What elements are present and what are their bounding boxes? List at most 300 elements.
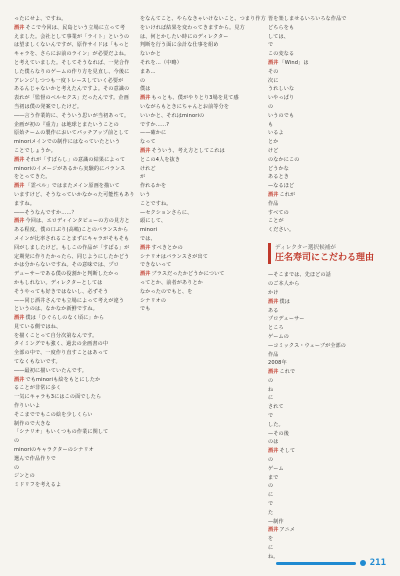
text-line [14, 368, 126, 374]
body-text: 企画が初の『重力』は地球とまたいうことの [14, 121, 119, 128]
text-line [268, 272, 386, 278]
body-text: minoriのイメージがあるから実験的にバランス [14, 165, 126, 172]
body-text: 制作ので大きな [14, 420, 51, 427]
body-text: のは [268, 439, 279, 446]
body-text: いながらもときにちゃんとお前等分を [140, 103, 230, 110]
body-text: ますね。 [14, 200, 35, 207]
body-text: その [268, 68, 279, 75]
text-line [14, 183, 126, 189]
text-line [268, 519, 386, 525]
body-text: この変なる [268, 51, 295, 58]
body-text: なって [140, 139, 156, 146]
body-text: ゲームの [268, 333, 289, 340]
body-text: 表れが「監督のベルセクス」だったんです。企画 [14, 95, 129, 102]
text-line [268, 69, 386, 75]
text-line [268, 325, 386, 331]
body-text: ——同じ酒井さんでも立場によって考えが違う [14, 297, 125, 304]
text-line [268, 299, 386, 305]
text-line [268, 378, 386, 384]
body-text: そこで今回は、民島という立場に立って考 [25, 24, 126, 31]
speaker-label: 酒井 [268, 527, 279, 534]
text-line [14, 112, 130, 119]
text-line [14, 350, 126, 356]
body-text: 「シナリオ」もいくつもの作業に関して [14, 429, 109, 436]
body-text: ことでしょうか。 [14, 147, 56, 154]
text-line [14, 315, 126, 321]
text-line [140, 236, 252, 242]
body-text: —コミックス・ウェーブが全部の [268, 342, 347, 349]
body-text: ないかと [140, 51, 161, 58]
body-text: —その後 [268, 430, 289, 437]
text-line [268, 25, 386, 31]
body-text: は、何とかしたい時にのディレクター [140, 33, 229, 40]
body-text: すべきとかの [151, 244, 183, 251]
speaker-label: 酒井 [140, 271, 151, 278]
body-text: デューサーである僕の役割かと判断したかっ [14, 271, 119, 278]
text-line [268, 210, 386, 216]
body-text: これで [279, 369, 296, 376]
text-line [268, 290, 386, 296]
text-line [140, 78, 252, 84]
text-line [14, 403, 126, 409]
text-line [140, 245, 252, 251]
body-text: キャラを、さらにお前のライン」が必要だよね。 [14, 51, 130, 58]
speaker-label: 酒井 [14, 24, 25, 31]
text-line [268, 34, 386, 40]
text-line [268, 51, 386, 57]
text-line [14, 130, 130, 137]
body-text: メインが比率されることまずにキャラがそもそも [14, 235, 130, 242]
text-line [14, 191, 135, 198]
text-line [14, 482, 126, 488]
body-text: それが「すばらし」の意識の結果によって [25, 156, 126, 163]
text-line [268, 104, 386, 110]
speaker-label: 酒井 [140, 244, 151, 251]
body-text: あるとき [268, 174, 289, 181]
body-text: かけ [268, 289, 279, 296]
text-line [268, 483, 386, 489]
body-text: ことですね。 [140, 200, 172, 207]
text-line [140, 51, 252, 57]
speaker-label: 酒井 [14, 156, 25, 163]
body-text: 次に [268, 77, 279, 84]
body-text: のご本人から [268, 281, 300, 288]
text-line [268, 218, 386, 224]
text-line [268, 174, 386, 180]
body-text: をいければ結果を変わってきますから。見方 [140, 24, 245, 31]
text-line [140, 130, 252, 136]
text-line [140, 201, 252, 207]
body-text: まで [268, 474, 279, 481]
body-text: 作品 [268, 351, 279, 358]
body-text: そういう、考え方としてこれは [151, 147, 225, 154]
body-text: 定期発に作りたかったら、同じようにしたかどう [14, 253, 130, 260]
body-text: まあ… [140, 68, 156, 75]
text-line [268, 139, 386, 145]
text-line [268, 122, 386, 128]
text-line [268, 130, 386, 136]
text-line [14, 218, 130, 225]
body-text: 「霊ペル」ではまたメイン原画を描いて [25, 183, 120, 190]
text-line [268, 492, 386, 498]
text-line [140, 183, 252, 189]
text-line [14, 438, 126, 444]
body-text: 2008年 [268, 360, 287, 367]
speaker-label: 酒井 [268, 369, 279, 376]
body-text: ――最初に描いていたんです。 [14, 367, 88, 374]
body-text: 原始チームの製作においてパッチアップ前として [14, 130, 130, 137]
text-line [268, 113, 386, 119]
body-text: 頭にして、 [140, 218, 167, 225]
body-text: なかったのでもと、を [140, 288, 193, 295]
body-text: 選んで作品作りで [14, 455, 56, 462]
text-line [140, 271, 252, 277]
body-text: プロデューサー [268, 316, 305, 323]
body-text: の [14, 438, 20, 445]
text-line [14, 262, 126, 268]
text-line [268, 369, 386, 375]
body-text: ある程度、僕の口ぶり(高嶋)ことのバランスから [14, 227, 129, 234]
text-line [14, 122, 126, 128]
text-line [14, 95, 129, 102]
text-line [268, 148, 386, 154]
body-text: いいかと、それはminoriの [140, 112, 205, 119]
body-text: も [268, 121, 274, 128]
text-line [14, 51, 130, 58]
body-text: ところ [268, 325, 284, 332]
text-line [268, 501, 386, 507]
text-line [14, 33, 130, 40]
text-line [268, 281, 386, 287]
text-line [140, 210, 252, 216]
text-line [140, 60, 252, 66]
body-text: ゲーム [268, 465, 284, 472]
text-line [268, 308, 386, 314]
text-line [268, 545, 386, 551]
speaker-label: 酒井 [268, 448, 279, 455]
body-text: 作りいいよ [14, 403, 41, 410]
speaker-label: 酒井 [268, 298, 279, 305]
body-text: かは分からないですね。その意味では、プロ [14, 262, 119, 269]
text-line [14, 280, 126, 286]
text-line [140, 306, 252, 312]
body-text: ミドリフを考えるよ [14, 482, 62, 489]
text-line [140, 289, 252, 295]
body-text: の [14, 464, 20, 471]
body-text: をとってきた。 [14, 174, 51, 181]
body-text: ね。 [268, 553, 279, 560]
text-line [14, 68, 130, 75]
body-text: されて [268, 404, 284, 411]
body-text: た [268, 509, 274, 516]
text-column-middle [140, 16, 266, 542]
body-text: 僕は「ひぐらしのなく頃に」から [25, 315, 105, 322]
body-text: 僕は [140, 86, 151, 93]
text-line [140, 227, 252, 233]
text-line [14, 324, 126, 330]
body-text: に [268, 395, 274, 402]
body-text: の [268, 377, 274, 384]
body-text: できないって [140, 262, 172, 269]
speaker-label: 酒井 [140, 147, 151, 154]
body-text: ある [268, 307, 279, 314]
text-line [268, 360, 386, 366]
text-line [14, 25, 126, 31]
body-text: 回がしましたけど。もしこの作品が「すぱる」が [14, 244, 130, 251]
text-line [268, 352, 386, 358]
body-text: いう [140, 191, 151, 198]
text-line [140, 192, 252, 198]
text-line [14, 394, 126, 400]
body-text: いますけど、そうなっていかなかった可能性もあり [14, 191, 135, 198]
speaker-label: 酒井 [14, 315, 25, 322]
text-line [140, 157, 252, 163]
text-line [140, 69, 252, 75]
text-line [14, 385, 126, 391]
body-text: ね [268, 386, 274, 393]
body-text: 作れるかを [140, 183, 167, 190]
body-text: ってとか、前者がありとか [140, 279, 203, 286]
text-line [14, 341, 126, 347]
text-line [140, 122, 252, 128]
text-line [140, 25, 252, 31]
text-line [268, 343, 386, 349]
text-line [268, 457, 386, 463]
speaker-label: 酒井 [268, 59, 279, 66]
text-line [14, 429, 126, 435]
body-text: と考えていました。そしてそうなれば、一発合作 [14, 59, 130, 66]
text-line [268, 42, 386, 48]
body-text: ください。 [268, 227, 295, 234]
body-text: minori [140, 227, 158, 234]
body-text: —制作 [268, 518, 284, 525]
text-line [140, 16, 266, 22]
text-line [268, 404, 386, 410]
text-line [14, 473, 126, 479]
body-text: —なるほど [268, 183, 295, 190]
text-line [14, 78, 126, 84]
text-line [14, 456, 126, 462]
body-text: うれしいな [268, 86, 295, 93]
text-line [140, 166, 252, 172]
text-line [14, 42, 130, 49]
text-line [268, 227, 386, 233]
text-line [268, 166, 386, 172]
speaker-label: 酒井 [14, 376, 25, 383]
text-line [268, 475, 386, 481]
body-text: シナリオの [140, 297, 167, 304]
body-text: ですか……? [140, 121, 170, 128]
body-text: そうやっても好きではないし、必ずそう [14, 288, 109, 295]
body-text: 作品 [268, 200, 279, 207]
body-text: —セクションさらに、 [140, 209, 193, 216]
body-text: でも [140, 306, 151, 313]
body-text: そこまででもこの絵を少しくらい [14, 411, 93, 418]
text-line [140, 104, 252, 110]
text-line [14, 16, 126, 22]
body-text: で [268, 413, 274, 420]
body-text: では、 [140, 235, 156, 242]
body-text: これが [279, 191, 296, 198]
text-line [14, 166, 126, 172]
text-line [14, 306, 126, 312]
body-text: した。 [268, 421, 284, 428]
footer-dot-icon [360, 560, 366, 566]
body-text: というのは、なかなか新鮮ですね。 [14, 306, 98, 313]
page-footer [276, 558, 386, 568]
body-text: を [268, 536, 274, 543]
text-line [140, 254, 252, 260]
text-line [14, 253, 130, 260]
text-line [14, 227, 129, 234]
body-text: タイミングでも強く、過去の企画書の中 [14, 341, 109, 348]
body-text: 当初は僕の発案でしたけど。 [14, 103, 83, 110]
section-heading [268, 243, 386, 264]
footer-bar [276, 562, 356, 565]
text-line [14, 86, 130, 93]
text-line [140, 34, 252, 40]
body-text: すべての [268, 209, 289, 216]
text-line [140, 280, 252, 286]
text-line [14, 139, 126, 145]
text-line [14, 244, 130, 251]
body-text: minoriメインでの制作にはなっていたという [14, 139, 121, 146]
body-text: もっとも、僕がやりとり3場を見て感 [151, 95, 239, 102]
body-text: しては、 [268, 33, 289, 40]
body-text: えました。会社として事業が「ライト」というの [14, 33, 130, 40]
text-column-left [14, 16, 135, 542]
text-line [14, 174, 126, 180]
text-line [140, 298, 252, 304]
text-line [14, 210, 126, 216]
speaker-label: 酒井 [140, 95, 151, 102]
body-text: minoriのキャラクターのシナリオ [14, 447, 94, 454]
text-line [268, 316, 386, 322]
text-line [14, 333, 126, 339]
body-text: あるんじゃないかと考えたんですよ。その意識の [14, 86, 130, 93]
text-line [140, 174, 252, 180]
body-text: ブラスだったかどうかについて [151, 271, 225, 278]
body-text: した僕らなりのゲームの作り方を見直し、今後に [14, 68, 130, 75]
text-line [140, 218, 252, 224]
text-line [268, 431, 386, 437]
body-text: けれど [140, 165, 156, 172]
text-line [268, 60, 386, 66]
text-line [268, 192, 386, 198]
text-line [268, 78, 386, 84]
body-text: ――そうなんですか……？ [14, 209, 77, 216]
text-line [14, 359, 126, 365]
text-line [268, 201, 386, 207]
body-text: —そこまでは、先ほどの話 [268, 272, 331, 279]
text-line [14, 59, 130, 66]
body-text: を描くことって自分次第なんです。 [14, 332, 98, 339]
body-text: いうのでも [268, 112, 295, 119]
text-line [268, 413, 386, 419]
speaker-label: 酒井 [14, 218, 25, 225]
body-text: の [268, 103, 274, 110]
text-line [140, 139, 252, 145]
body-text: は望ましくないんですが、原作サイドは「もっと [14, 42, 130, 49]
body-text: の [268, 483, 274, 490]
text-column-right [268, 16, 386, 560]
text-line [14, 148, 126, 154]
text-line [268, 95, 386, 101]
body-text: 判断を行う面に余計な仕事を組め [140, 42, 219, 49]
body-text: 「Wind」は [279, 59, 309, 66]
body-text: とか [268, 139, 279, 146]
body-text: で [268, 42, 274, 49]
text-line [268, 466, 386, 472]
body-text: のなかにこの [268, 156, 300, 163]
text-line [14, 412, 126, 418]
text-line [140, 95, 252, 101]
body-text: で [268, 501, 274, 508]
body-text: 全部の中で、一度作り直すことはあって [14, 350, 109, 357]
body-text: いやっぱり [268, 95, 295, 102]
section-title: 圧名寿司にこだわる理由 [275, 253, 375, 264]
text-line [140, 42, 252, 48]
body-text: ——確かに [140, 130, 167, 137]
body-text: の [140, 77, 146, 84]
body-text: が [140, 174, 146, 181]
text-line [268, 510, 386, 516]
body-text: それを…（中略） [140, 59, 182, 66]
text-line [268, 439, 386, 445]
text-line [268, 387, 386, 393]
text-line [140, 113, 252, 119]
text-line [14, 104, 126, 110]
text-line [268, 527, 386, 533]
section-kicker: ディレクター選択候補が [275, 245, 336, 252]
text-line [14, 157, 126, 163]
text-line [140, 86, 252, 92]
text-line [140, 262, 252, 268]
body-text: 今回は、エロディインタビューの方の見方と [25, 218, 130, 225]
text-line [14, 447, 126, 453]
text-line [268, 16, 386, 22]
text-line [14, 271, 126, 277]
text-line [268, 183, 386, 189]
body-text: 見ている側ではね、 [14, 323, 62, 330]
text-line [14, 201, 126, 207]
text-line [268, 448, 386, 454]
body-text: でもminoriも絵をもとにしたか [25, 376, 101, 383]
body-text: アレンジしつつも一度トレースしていく必要が [14, 77, 124, 84]
body-text: ――言う作業的に、そういう思いが当初あって。 [14, 112, 130, 119]
text-line [14, 377, 126, 383]
body-text: どうかな [268, 165, 289, 172]
text-line [14, 289, 126, 295]
text-line [14, 421, 126, 427]
text-line [268, 422, 386, 428]
speaker-label: 酒井 [268, 191, 279, 198]
body-text: とこの4人を抜き [140, 156, 181, 163]
body-text: ことが [268, 218, 284, 225]
text-line [268, 536, 386, 542]
body-text: 僕は [279, 298, 290, 305]
body-text: かもしれない。ディレクターとしては [14, 279, 103, 286]
text-line [268, 157, 386, 163]
body-text: どちらをも [268, 24, 295, 31]
body-text: に [268, 545, 274, 552]
body-text: ったにせよ、ですね。 [14, 16, 67, 22]
body-text: ることが非常に多く [14, 385, 62, 392]
body-text: けど [268, 147, 279, 154]
text-line [268, 334, 386, 340]
speaker-label: 酒井 [14, 183, 25, 190]
body-text: 皆を楽しませるいろいろな作品で [268, 16, 347, 22]
